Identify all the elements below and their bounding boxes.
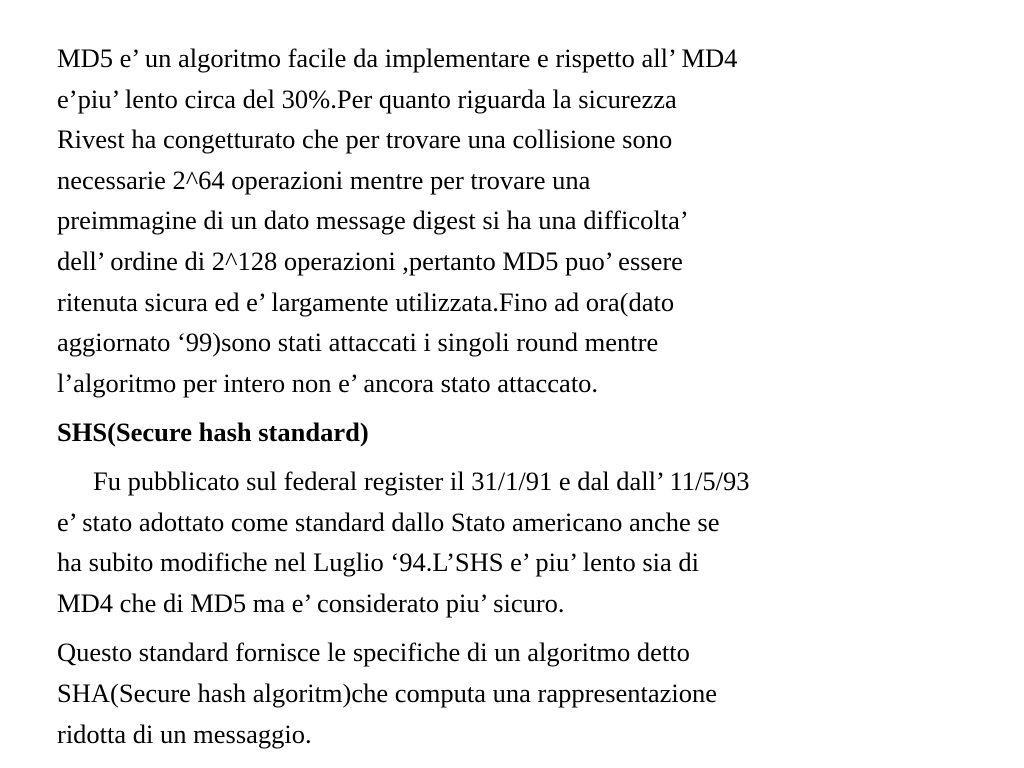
paragraph-sha (57, 632, 957, 754)
text-line: aggiornato ‘99)sono stati attaccati i singoli round mentre (57, 327, 659, 358)
slide-body (57, 38, 957, 754)
text-line: dell’ ordine di 2^128 operazioni ,pertanto MD5 puo’ essere (57, 245, 683, 276)
text-line-content: Fu pubblicato sul federal register il 31/1/91 e dal dall’ 11/5/93 (93, 465, 750, 496)
text-line: necessarie 2^64 operazioni mentre per trovare una (57, 164, 591, 195)
text-line: ritenuta sicura ed e’ largamente utilizzata.Fino ad ora(dato (57, 286, 675, 317)
text-line: e’piu’ lento circa del 30%.Per quanto riguarda la sicurezza (57, 83, 677, 114)
text-line (93, 461, 957, 502)
text-line: ridotta di un messaggio. (57, 718, 312, 749)
section-heading-shs: SHS(Secure hash standard) (57, 417, 369, 448)
text-line: MD4 che di MD5 ma e’ considerato piu’ sicuro. (57, 587, 565, 618)
text-line: Rivest ha congetturato che per trovare una collisione sono (57, 124, 673, 155)
text-line: preimmagine di un dato message digest si ha una difficolta’ (57, 205, 689, 236)
text-line: e’ stato adottato come standard dallo Stato americano anche se (57, 506, 720, 537)
paragraph-shs (57, 461, 957, 623)
paragraph-md5 (57, 38, 957, 403)
text-line: MD5 e’ un algoritmo facile da implementare e rispetto all’ MD4 (57, 43, 738, 73)
text-line: l’algoritmo per intero non e’ ancora stato attaccato. (57, 367, 599, 398)
text-line: Questo standard fornisce le specifiche di un algoritmo detto (57, 637, 690, 668)
text-line: ha subito modifiche nel Luglio ‘94.L’SHS e’ piu’ lento sia di (57, 547, 700, 578)
text-line: SHA(Secure hash algoritm)che computa una rappresentazione (57, 677, 718, 708)
